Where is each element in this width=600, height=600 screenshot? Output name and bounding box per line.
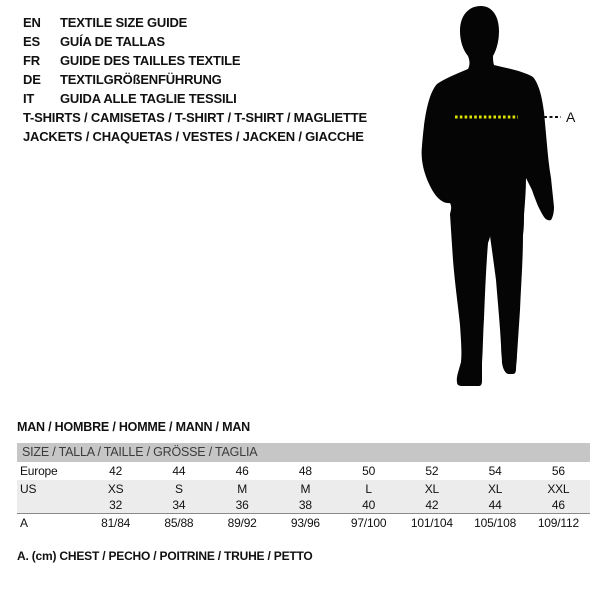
language-row-de: [23, 70, 240, 89]
row-label: US: [20, 481, 37, 496]
language-code: FR: [23, 53, 40, 68]
table-cell: 36: [235, 498, 249, 512]
section-title: MAN / HOMBRE / HOMME / MANN / MAN: [17, 420, 250, 434]
language-code: ES: [23, 34, 40, 49]
language-list: [23, 13, 240, 108]
category-list: [23, 108, 367, 146]
size-table: [17, 443, 590, 532]
language-row-en: [23, 13, 240, 32]
category-tshirts: T-SHIRTS / CAMISETAS / T-SHIRT / T-SHIRT / MAGLIETTE: [23, 110, 367, 125]
table-row-alt-size: [17, 497, 590, 513]
table-cell: 93/96: [290, 516, 320, 530]
table-cell: 81/84: [101, 516, 131, 530]
table-cell: 40: [362, 498, 376, 512]
table-cell: 42: [109, 464, 123, 478]
language-row-es: [23, 32, 240, 51]
row-label: Europe: [20, 464, 58, 478]
man-silhouette: [405, 0, 600, 400]
table-cell: 32: [109, 498, 123, 512]
table-cell: 105/108: [474, 516, 517, 530]
language-label: GUIDA ALLE TAGLIE TESSILI: [60, 91, 237, 106]
table-cell: M: [237, 481, 248, 496]
size-table-header: SIZE / TALLA / TAILLE / GRÖSSE / TAGLIA: [17, 443, 590, 462]
table-cell: XL: [424, 481, 440, 496]
table-cell: 38: [298, 498, 312, 512]
table-cell: 42: [425, 498, 439, 512]
language-row-it: [23, 89, 240, 108]
language-code: EN: [23, 15, 41, 30]
table-cell: 52: [425, 464, 439, 478]
table-cell: XL: [487, 481, 503, 496]
table-cell: XS: [107, 481, 124, 496]
table-cell: 56: [551, 464, 565, 478]
table-cell: 48: [298, 464, 312, 478]
table-cell: 85/88: [164, 516, 194, 530]
man-silhouette-shape: [422, 6, 554, 386]
table-cell: 109/112: [537, 516, 579, 530]
table-cell: 44: [172, 464, 186, 478]
table-cell: 34: [172, 498, 186, 512]
table-cell: XXL: [547, 481, 570, 496]
language-code: IT: [23, 91, 35, 106]
table-row-chest-cm: [17, 513, 590, 532]
table-cell: 89/92: [227, 516, 257, 530]
table-cell: M: [300, 481, 311, 496]
table-cell: 50: [362, 464, 376, 478]
measurement-figure: [405, 0, 600, 400]
table-cell: 97/100: [350, 516, 387, 530]
table-cell: 54: [488, 464, 502, 478]
table-cell: 46: [551, 498, 565, 512]
language-label: GUIDE DES TAILLES TEXTILE: [60, 53, 241, 68]
table-cell: 44: [488, 498, 502, 512]
table-cell: L: [365, 481, 372, 496]
category-jackets: JACKETS / CHAQUETAS / VESTES / JACKEN / GIACCHE: [23, 129, 364, 144]
language-label: TEXTILE SIZE GUIDE: [60, 15, 188, 30]
language-label: GUÍA DE TALLAS: [60, 34, 165, 49]
table-cell: 101/104: [410, 516, 453, 530]
table-row-europe: [17, 462, 590, 480]
measurement-footnote: A. (cm) CHEST / PECHO / POITRINE / TRUHE / PETTO: [17, 549, 313, 563]
row-label: A: [20, 516, 28, 530]
table-cell: 46: [235, 464, 249, 478]
measurement-a-label: A: [566, 109, 576, 125]
table-row-us: [17, 480, 590, 497]
language-code: DE: [23, 72, 41, 87]
language-row-fr: [23, 51, 240, 70]
language-label: TEXTILGRÖßENFÜHRUNG: [60, 72, 222, 87]
table-cell: S: [174, 481, 183, 496]
